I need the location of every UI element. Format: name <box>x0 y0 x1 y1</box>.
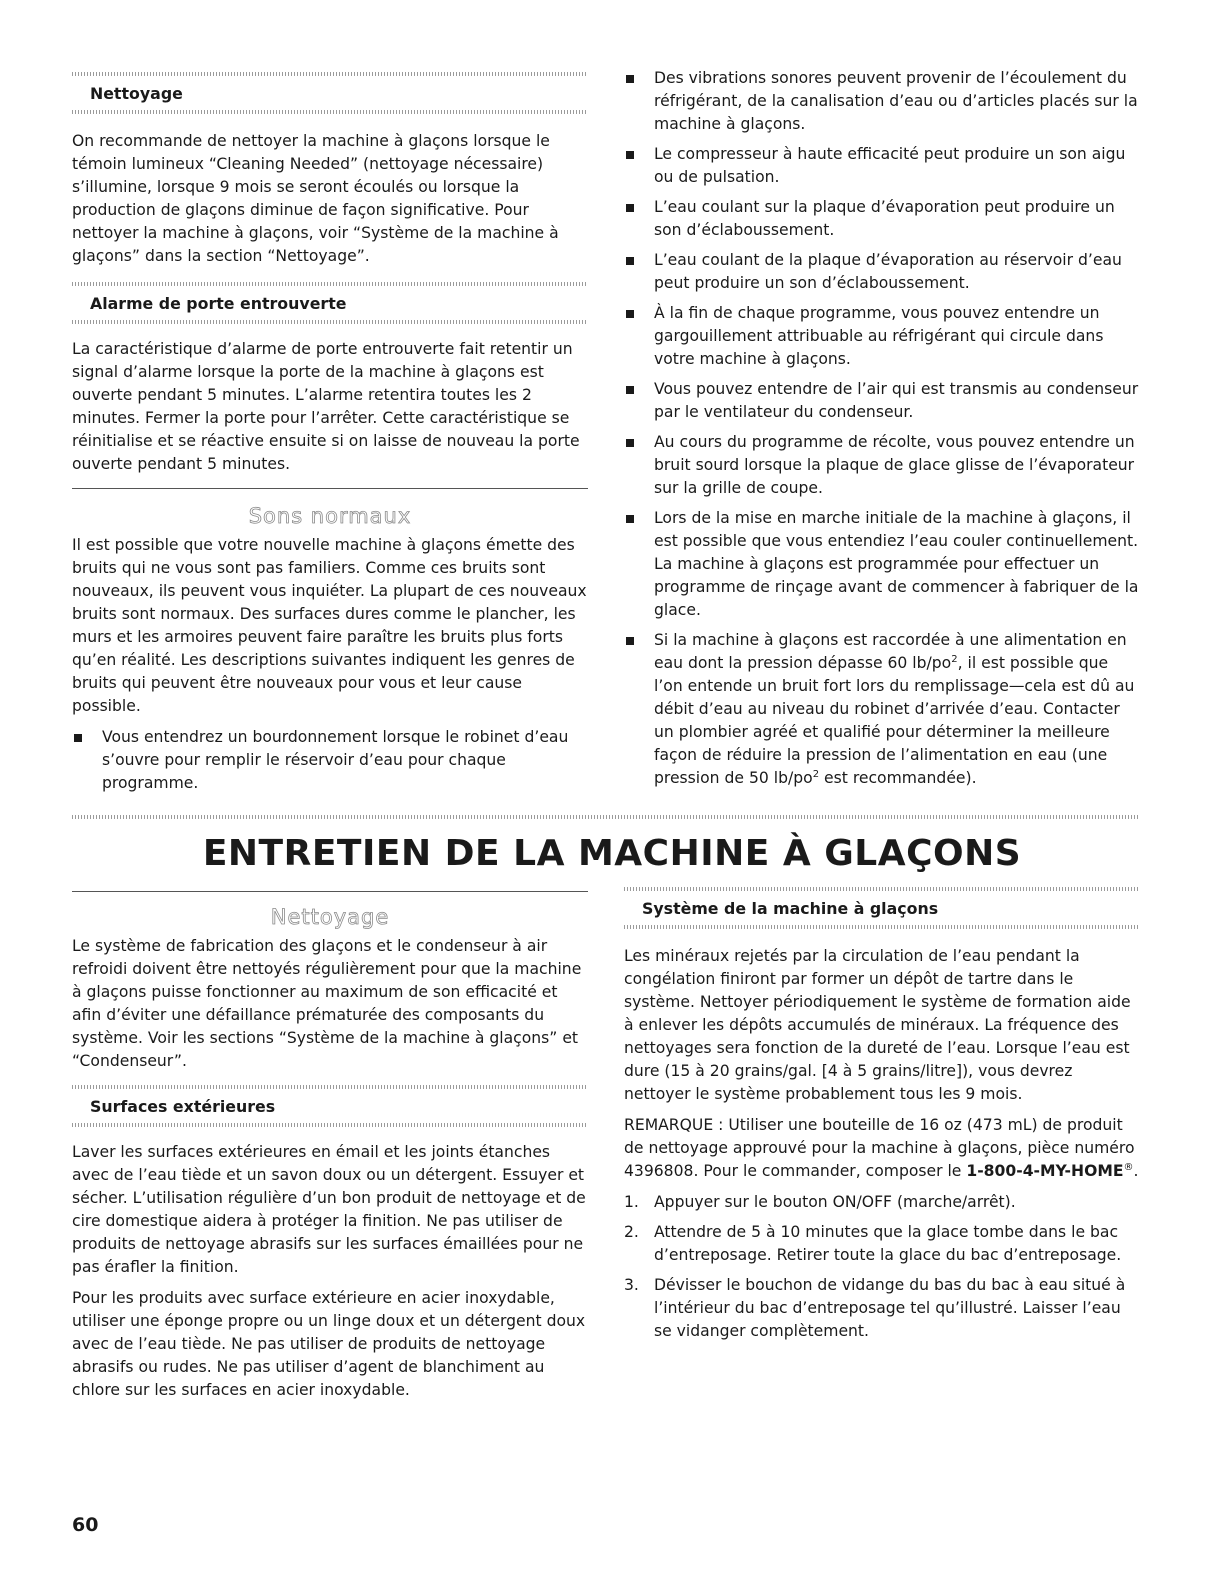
alarme-heading: Alarme de porte entrouverte <box>90 294 347 313</box>
section-rule <box>72 891 588 892</box>
title-divider <box>72 815 1140 819</box>
step-number: 3. <box>624 1276 639 1294</box>
superscript: 2 <box>951 653 958 665</box>
list-item: L’eau coulant de la plaque d’évaporation au réservoir d’eau peut produire un son d’éclaboussement. <box>624 249 1140 295</box>
list-item: L’eau coulant sur la plaque d’évaporation peut produire un son d’éclaboussement. <box>624 196 1140 242</box>
surfaces-paragraph-2: Pour les produits avec surface extérieure en acier inoxydable, utiliser une éponge propre ou un linge doux et un détergent doux avec de l’eau tiède. Ne pas utiliser de produits de nettoyage abrasifs ou rudes. Ne pas utiliser d’agent de blanchiment au chlore sur les surfaces en acier inoxydable. <box>72 1289 586 1399</box>
nettoyage-heading: Nettoyage <box>90 84 183 103</box>
pressure-text-b: , il est possible que l’on entende un bruit fort lors du remplissage—cela est dû au débit d’eau au niveau du robinet d’arrivée d’eau. Contacter un plombier agréé et qualifié pour déterminer la meilleure façon de réduire la pression de l’alimentation en eau (une pression de 50 lb/po <box>654 654 1135 787</box>
step-number: 2. <box>624 1223 639 1241</box>
divider <box>624 925 1140 929</box>
top-left-column <box>72 72 588 802</box>
list-item <box>624 1191 1140 1214</box>
noise-bullet-list <box>624 67 1140 790</box>
sons-normaux-title: Sons normaux <box>248 504 412 528</box>
systeme-paragraph: Les minéraux rejetés par la circulation de l’eau pendant la congélation finiront par former un dépôt de tartre dans le système. Nettoyer périodiquement le système de formation aide à enlever les dépôts accumulés de minéraux. La fréquence des nettoyages sera fonction de la dureté de l’eau. Lorsque l’eau est dure (15 à 20 grains/gal. [4 à 5 grains/litre]), vous devrez nettoyer le système probablement tous les 9 mois. <box>624 947 1131 1103</box>
nettoyage-section-title: Nettoyage <box>270 905 390 929</box>
pressure-text-a: Si la machine à glaçons est raccordée à une alimentation en eau dont la pression dépasse 60 lb/po <box>654 631 1127 672</box>
registered-mark: ® <box>1123 1161 1134 1173</box>
pressure-text-c: est recommandée). <box>819 769 977 787</box>
superscript: 2 <box>812 768 820 780</box>
section-rule <box>72 488 588 489</box>
phone-number: 1-800-4-MY-HOME <box>966 1162 1124 1180</box>
step-number: 1. <box>624 1193 639 1211</box>
alarme-paragraph: La caractéristique d’alarme de porte entrouverte fait retentir un signal d’alarme lorsque la porte de la machine à glaçons est ouverte pendant 5 minutes. L’alarme retentira toutes les 2 minutes. Fermer la porte pour l’arrêter. Cette caractéristique se réinitialise et se réactive ensuite si on laisse de nouveau la porte ouverte pendant 5 minutes. <box>72 340 580 473</box>
surfaces-heading: Surfaces extérieures <box>90 1097 276 1116</box>
remarque-label: REMARQUE : <box>624 1116 724 1134</box>
systeme-heading: Système de la machine à glaçons <box>642 899 939 918</box>
remarque-text: Utiliser une bouteille de 16 oz (473 mL) de produit de nettoyage approuvé pour la machine à glaçons, pièce numéro 4396808. Pour le commander, composer le <box>624 1116 1135 1180</box>
list-item: Le compresseur à haute efficacité peut produire un son aigu ou de pulsation. <box>624 143 1140 189</box>
step-text: Attendre de 5 à 10 minutes que la glace tombe dans le bac d’entreposage. Retirer toute la glace du bac d’entreposage. <box>654 1223 1122 1264</box>
step-text: Appuyer sur le bouton ON/OFF (marche/arrêt). <box>654 1193 1016 1211</box>
page-number: 60 <box>72 1514 99 1536</box>
steps-list <box>624 1191 1140 1343</box>
list-item: À la fin de chaque programme, vous pouvez entendre un gargouillement attribuable au réfrigérant qui circule dans votre machine à glaçons. <box>624 302 1140 371</box>
remarque-paragraph <box>624 1114 1140 1183</box>
list-item: Au cours du programme de récolte, vous pouvez entendre un bruit sourd lorsque la plaque de glace glisse de l’évaporateur sur la grille de coupe. <box>624 431 1140 500</box>
list-item <box>624 629 1140 790</box>
list-item <box>624 1221 1140 1267</box>
top-right-column <box>624 67 1140 797</box>
surfaces-paragraph-1: Laver les surfaces extérieures en émail et les joints étanches avec de l’eau tiède et un savon doux ou un détergent. Essuyer et sécher. L’utilisation régulière d’un bon produit de nettoyage et de cire domestique aidera à protéger la finition. Ne pas utiliser de produits de nettoyage abrasifs sur les surfaces émaillées pour ne pas érafler la finition. <box>72 1143 586 1276</box>
bottom-left-column <box>72 891 588 1410</box>
list-item: Vous entendrez un bourdonnement lorsque le robinet d’eau s’ouvre pour remplir le réservoir d’eau pour chaque programme. <box>72 726 588 795</box>
list-item: Vous pouvez entendre de l’air qui est transmis au condenseur par le ventilateur du condenseur. <box>624 378 1140 424</box>
step-text: Dévisser le bouchon de vidange du bas du bac à eau situé à l’intérieur du bac d’entreposage tel qu’illustré. Laisser l’eau se vidanger complètement. <box>654 1276 1126 1340</box>
divider <box>72 320 588 324</box>
sons-paragraph: Il est possible que votre nouvelle machine à glaçons émette des bruits qui ne vous sont pas familiers. Comme ces bruits sont nouveaux, ils peuvent vous inquiéter. La plupart de ces nouveaux bruits sont normaux. Des surfaces dures comme le plancher, les murs et les armoires peuvent faire paraître les bruits plus forts qu’en réalité. Les descriptions suivantes indiquent les genres de bruits qui peuvent être nouveaux pour vous et leur cause possible. <box>72 536 587 715</box>
nettoyage-paragraph: On recommande de nettoyer la machine à glaçons lorsque le témoin lumineux “Cleaning Needed” (nettoyage nécessaire) s’illumine, lorsque 9 mois se seront écoulés ou lorsque la production de glaçons diminue de façon significative. Pour nettoyer la machine à glaçons, voir “Système de la machine à glaçons” dans la section “Nettoyage”. <box>72 132 559 265</box>
divider <box>72 110 588 114</box>
sons-bullet-list <box>72 726 588 795</box>
main-title: ENTRETIEN DE LA MACHINE À GLAÇONS <box>202 833 1022 874</box>
list-item: Des vibrations sonores peuvent provenir de l’écoulement du réfrigérant, de la canalisation d’eau ou d’articles placés sur la machine à glaçons. <box>624 67 1140 136</box>
list-item: Lors de la mise en marche initiale de la machine à glaçons, il est possible que vous entendiez l’eau couler continuellement. La machine à glaçons est programmée pour effectuer un programme de rinçage avant de commencer à fabriquer de la glace. <box>624 507 1140 622</box>
list-item <box>624 1274 1140 1343</box>
bottom-right-column <box>624 887 1140 1350</box>
period: . <box>1133 1162 1139 1180</box>
divider <box>72 1123 588 1127</box>
nettoyage-section-paragraph: Le système de fabrication des glaçons et le condenseur à air refroidi doivent être nettoyés régulièrement pour que la machine à glaçons puisse fonctionner au maximum de son efficacité et afin d’éviter une défaillance prématurée des composants du système. Voir les sections “Système de la machine à glaçons” et “Condenseur”. <box>72 937 582 1070</box>
